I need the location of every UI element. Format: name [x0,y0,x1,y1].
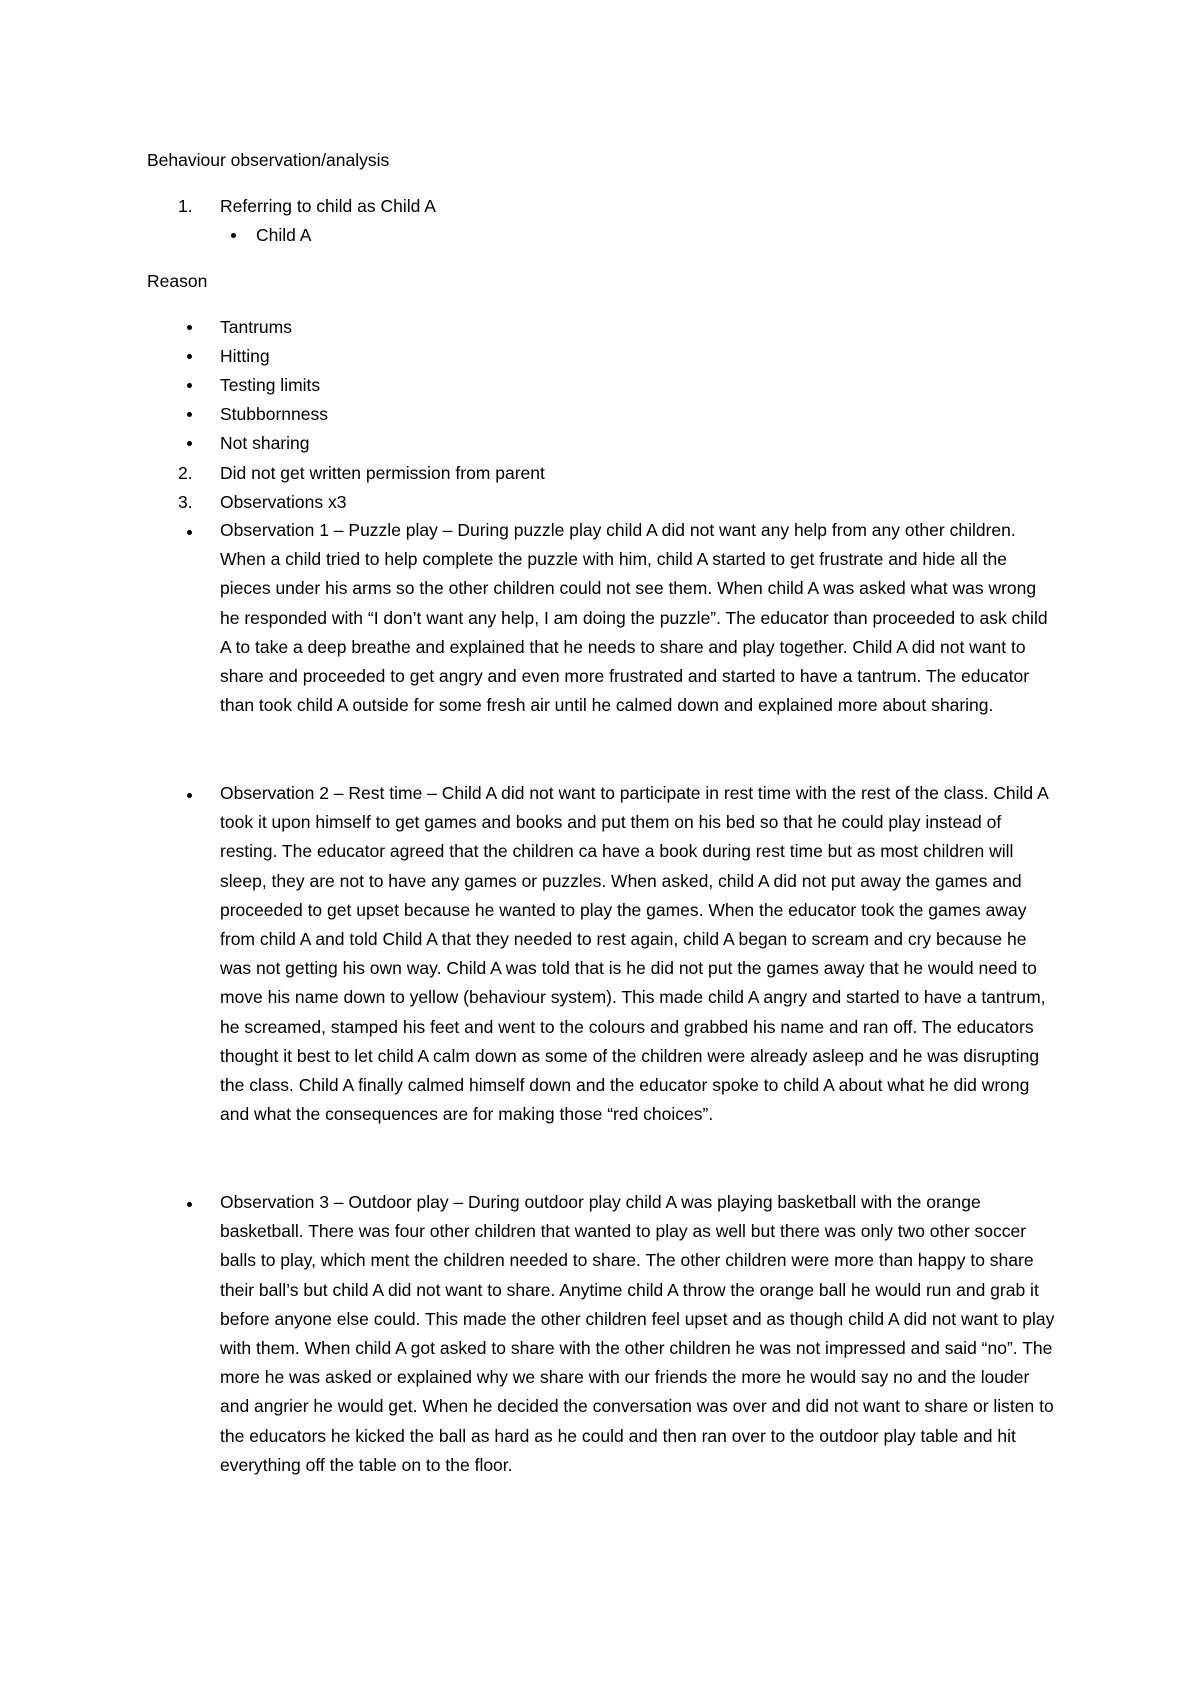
bullet-icon [187,530,192,535]
list-item [0,402,1200,426]
document-title: Behaviour observation/analysis [147,150,390,170]
sub-list-item [0,223,1200,247]
list-number: 2. [178,463,193,483]
bullet-icon [187,412,192,417]
list-number: 1. [178,196,193,216]
list-item-text: Child A [256,225,312,245]
bullet-icon [231,233,236,238]
bullet-icon [187,383,192,388]
list-item [0,461,1200,485]
observation-3-text: Observation 3 – Outdoor play – During outdoor play child A was playing basketball with the orange basketball. There was four other children that wanted to play as well but there was only two other soccer balls to play, which ment the children needed to share. The other children were more than happy to share their ball’s but child A did not want to share. Anytime child A throw the orange ball he would run and grab it before anyone else could. This made the other children feel upset and as though child A did not want to play with them. When child A got asked to share with the other children he was not impressed and said “no”. The more he was asked or explained why we share with our friends the more he would say no and the louder and angrier he would get. When he decided the conversation was over and did not want to share or listen to the educators he kicked the ball as hard as he could and then ran over to the outdoor play table and hit everything off the table on to the floor. [220,1192,1055,1475]
bullet-icon [187,354,192,359]
bullet-icon [187,793,192,798]
bullet-icon [187,325,192,330]
list-item-text: Observations x3 [220,492,347,512]
list-item [0,373,1200,397]
bullet-icon [187,1202,192,1207]
list-item [0,194,1200,218]
list-item [0,315,1200,339]
list-item [0,490,1200,514]
reason-text: Stubbornness [220,404,328,424]
reason-text: Not sharing [220,433,310,453]
reason-heading: Reason [147,271,208,291]
observation-1-text: Observation 1 – Puzzle play – During puzzle play child A did not want any help from any other children. When a child tried to help complete the puzzle with him, child A started to get frustrate and hide all the pieces under his arms so the other children could not see them. When child A was asked what was wrong he responded with “I don’t want any help, I am doing the puzzle”. The educator than proceeded to ask child A to take a deep breathe and explained that he needs to share and play together. Child A did not want to share and proceeded to get angry and even more frustrated and started to have a tantrum. The educator than took child A outside for some fresh air until he calmed down and explained more about sharing. [220,520,1048,716]
reason-text: Hitting [220,346,270,366]
list-item-text: Did not get written permission from parent [220,463,545,483]
bullet-icon [187,441,192,446]
list-number: 3. [178,492,193,512]
reason-text: Tantrums [220,317,292,337]
list-item [0,344,1200,368]
reason-text: Testing limits [220,375,321,395]
list-item [0,431,1200,455]
list-item-text: Referring to child as Child A [220,196,436,216]
observation-2-text: Observation 2 – Rest time – Child A did not want to participate in rest time with the rest of the class. Child A took it upon himself to get games and books and put them on his bed so that he could play instead of resting. The educator agreed that the children ca have a book during rest time but as most children will sleep, they are not to have any games or puzzles. When asked, child A did not put away the games and proceeded to get upset because he wanted to play the games. When the educator took the games away from child A and told Child A that they needed to rest again, child A began to scream and cry because he was not getting his own way. Child A was told that is he did not put the games away that he would need to move his name down to yellow (behaviour system). This made child A angry and started to have a tantrum, he screamed, stamped his feet and went to the colours and grabbed his name and ran off. The educators thought it best to let child A calm down as some of the children were already asleep and he was disrupting the class. Child A finally calmed himself down and the educator spoke to child A about what he did wrong and what the consequences are for making those “red choices”. [220,783,1048,1125]
